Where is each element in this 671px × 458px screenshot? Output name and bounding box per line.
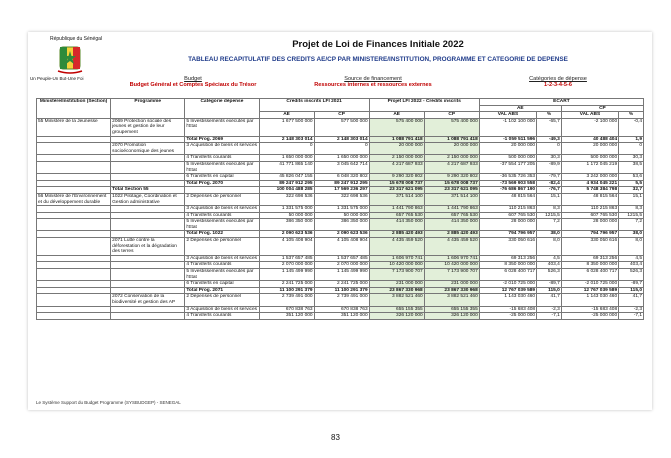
cell-ministere [37, 219, 111, 231]
cell-categorie: 4 Transferts courants [185, 313, 259, 320]
table-subtitle: TABLEAU RECAPITULATIF DES CREDITS AE/CP PAR MINISTERE/INSTITUTION, PROGRAMME ET CATEGORIE DE DEPENSE [188, 56, 568, 63]
cell-2022-cp: 15 678 008 737 [424, 180, 479, 187]
cell-2021-ae: 41 771 865 140 [259, 161, 314, 173]
cell-ecart-cp-pct: -7,1 [619, 313, 644, 320]
budget-label: Budget [184, 76, 202, 82]
cell-2022-cp: 9 290 320 802 [424, 174, 479, 181]
cell-ecart-ae-valabs: -2 010 725 000 [479, 281, 536, 288]
cell-ecart-cp-pct: 38,0 [619, 231, 644, 238]
cell-programme [111, 161, 185, 173]
cell-ecart-cp-valabs: 3 242 000 000 [561, 174, 618, 181]
cell-2021-ae: 2 090 623 536 [259, 231, 314, 238]
table-row [37, 212, 644, 219]
cell-ecart-cp-pct: 403,4 [619, 262, 644, 269]
cell-2022-cp: 231 000 000 [424, 281, 479, 288]
cell-2021-ae: 1 677 500 000 [259, 118, 314, 136]
motto-label: Un Peuple-Un But-Une Foi [30, 76, 84, 81]
cell-ecart-cp-pct: 1215,5 [619, 212, 644, 219]
footer-note: Le Système Support du Budget Programme (SYSBUDGEP) - SENEGAL [36, 400, 181, 405]
cell-2022-ae: 657 765 530 [369, 212, 424, 219]
header-lfi2022: Projet LFI 2022 - Crédits inscrits [369, 99, 479, 112]
header-cp-pct: % [619, 112, 644, 119]
cell-ecart-cp-pct: -0,4 [619, 118, 644, 136]
cell-ministere [37, 281, 111, 288]
source-value: Ressources internes et ressources externes [314, 82, 432, 88]
cell-2021-cp: 1 331 575 000 [314, 206, 369, 213]
cell-2022-ae: 7 173 900 707 [369, 269, 424, 281]
cell-categorie: 4 Transferts courants [185, 262, 259, 269]
cell-ecart-cp-pct: 41,7 [619, 294, 644, 306]
cell-categorie: Total Prog. 2069 [185, 136, 259, 143]
cell-ecart-cp-pct: 8,0 [619, 238, 644, 256]
cell-ecart-cp-valabs: -25 000 000 [561, 313, 618, 320]
cell-ecart-ae-pct: 526,3 [537, 269, 562, 281]
cell-2022-ae: 1 088 791 418 [369, 136, 424, 143]
cell-categorie: 4 Transferts courants [185, 212, 259, 219]
cell-ecart-ae-pct: -7,1 [537, 313, 562, 320]
cell-ministere [37, 313, 111, 320]
cell-2022-ae: 371 514 100 [369, 193, 424, 205]
cell-ecart-cp-valabs: -2 100 000 [561, 118, 618, 136]
cell-ministere: 55 Ministère de la Jeunesse [37, 118, 111, 136]
cell-ecart-cp-pct: 8,3 [619, 206, 644, 213]
cell-ecart-cp-valabs: 48 815 564 [561, 193, 618, 205]
cell-2022-ae: 15 678 008 737 [369, 180, 424, 187]
cell-programme: 2070 Promotion socioéconomique des jeunes [111, 143, 185, 155]
cell-2022-cp: 20 000 000 [424, 143, 479, 155]
cell-2021-ae: 1 145 499 990 [259, 269, 314, 281]
cell-ecart-ae-valabs: 69 313 256 [479, 255, 536, 262]
cell-2021-cp: 11 100 291 379 [314, 287, 369, 294]
cell-2021-ae: 100 004 488 285 [259, 187, 314, 194]
table-row [37, 143, 644, 155]
table-row [37, 161, 644, 173]
cell-ecart-ae-valabs: 607 765 530 [479, 212, 536, 219]
cell-2021-ae: 2 241 725 000 [259, 281, 314, 288]
cell-2021-cp: 2 241 725 000 [314, 281, 369, 288]
cell-2021-cp: 322 698 536 [314, 193, 369, 205]
cell-2021-ae: 351 120 000 [259, 313, 314, 320]
header-2022-cp: CP [424, 112, 479, 119]
cell-2021-cp: 386 350 000 [314, 219, 369, 231]
table-row [37, 281, 644, 288]
cell-categorie: 3 Acquisition de biens et services [186, 206, 258, 212]
cell-categorie: 3 Acquisition de biens et services [186, 255, 258, 261]
cell-ecart-ae-valabs: 330 050 616 [479, 238, 536, 256]
cell-2021-cp: 6 048 320 802 [314, 174, 369, 181]
cell-ecart-ae-pct: -2,3 [537, 306, 562, 313]
cell-ecart-ae-valabs: 12 767 039 589 [479, 287, 536, 294]
cell-categorie: 5 Investissements exécutés par l'Etat [185, 118, 259, 136]
cell-ministere [37, 174, 111, 181]
category-legend [488, 76, 628, 88]
cell-programme [111, 231, 185, 238]
cell-2022-cp: 2 150 000 000 [424, 155, 479, 162]
cell-ecart-cp-pct: 15,1 [619, 193, 644, 205]
cell-ecart-ae-pct: 15,1 [537, 193, 562, 205]
cell-ecart-ae-valabs: 8 350 000 000 [479, 262, 536, 269]
cell-ministere [37, 136, 111, 143]
table-row [37, 187, 644, 194]
cell-ecart-cp-pct: -89,7 [619, 281, 644, 288]
cell-ministere [37, 269, 111, 281]
cell-programme [111, 269, 185, 281]
cell-2021-cp: 2 148 303 014 [314, 136, 369, 143]
cell-2021-cp: 17 569 236 297 [314, 187, 369, 194]
cell-programme [111, 174, 185, 181]
cell-2021-ae: 50 000 000 [259, 212, 314, 219]
cell-2021-ae: 2 739 491 000 [259, 294, 314, 306]
cell-ecart-ae-valabs: -1 059 511 596 [479, 136, 536, 143]
cell-ministere [37, 306, 111, 313]
cell-ecart-ae-valabs: 1 143 030 460 [479, 294, 536, 306]
category-label: Catégories de dépense [529, 76, 587, 82]
cell-2022-ae: 10 420 000 000 [369, 262, 424, 269]
republic-label: République du Sénégal [50, 36, 102, 42]
cell-ecart-ae-pct: -82,4 [537, 180, 562, 187]
cell-ministere [37, 231, 111, 238]
cell-2022-cp: 4 435 459 520 [424, 238, 479, 256]
cell-2022-ae: 1 441 790 863 [369, 206, 424, 213]
coat-of-arms-icon [56, 45, 84, 75]
cell-2021-ae: 1 537 657 485 [259, 255, 314, 262]
cell-programme: Total Section 55 [111, 187, 185, 194]
cell-ecart-ae-pct: -65,7 [537, 118, 562, 136]
cell-2021-ae: 2 148 303 014 [259, 136, 314, 143]
cell-2021-ae: 2 070 000 000 [259, 262, 314, 269]
cell-ecart-ae-pct: 8,3 [537, 206, 562, 213]
cell-ministere [37, 143, 111, 155]
cell-ministere [37, 262, 111, 269]
cell-ministere [37, 287, 111, 294]
header-cp-valabs: VAL ABS [561, 112, 618, 119]
page-title: Projet de Loi de Finances Initiale 2022 [292, 39, 464, 50]
header-categorie: Catégorie dépense [185, 99, 259, 119]
cell-2022-ae: 9 290 320 802 [369, 174, 424, 181]
header-ae-valabs: VAL ABS [479, 112, 536, 119]
table-row [37, 269, 644, 281]
header-2021-cp: CP [314, 112, 369, 119]
cell-ecart-ae-pct: 115,0 [537, 287, 562, 294]
source-label: Source de financement [344, 76, 402, 82]
cell-ministere [37, 155, 111, 162]
cell-2022-cp: 7 173 900 707 [424, 269, 479, 281]
cell-programme [111, 281, 185, 288]
cell-ecart-ae-valabs: 500 000 000 [479, 155, 536, 162]
cell-2022-cp: 1 606 970 741 [424, 255, 479, 262]
cell-programme [111, 212, 185, 219]
category-value: 1-2-3-4-5-6 [544, 82, 572, 88]
cell-2021-ae: 322 698 536 [259, 193, 314, 205]
cell-ecart-cp-pct: 32,7 [619, 187, 644, 194]
cell-categorie [185, 187, 259, 194]
cell-categorie: 6 Transferts en capital [185, 281, 259, 288]
cell-ecart-ae-valabs: 110 215 863 [479, 206, 536, 213]
cell-ecart-ae-pct: -49,3 [537, 136, 562, 143]
cell-ministere: 56 Ministère de l'Environnement et du développement durable [37, 193, 111, 205]
cell-ecart-cp-valabs: 1 172 045 219 [561, 161, 618, 173]
cell-ecart-cp-valabs: 28 000 000 [561, 219, 618, 231]
cell-2022-cp: 2 885 420 493 [424, 231, 479, 238]
cell-2021-ae: 1 331 575 000 [259, 206, 314, 213]
cell-2021-cp: 670 838 763 [314, 306, 369, 313]
budget-value: Budget Général et Comptes Spéciaux du Trésor [129, 82, 257, 88]
cell-ecart-ae-valabs: -37 554 177 205 [479, 161, 536, 173]
cell-ecart-cp-valabs: 330 050 616 [561, 238, 618, 256]
cell-programme [111, 262, 185, 269]
table-row [37, 238, 644, 256]
cell-ecart-ae-pct: 7,2 [537, 219, 562, 231]
cell-ecart-ae-pct: 38,0 [537, 231, 562, 238]
cell-ecart-cp-pct: 4,5 [619, 255, 644, 262]
cell-2021-cp: 1 537 657 485 [314, 255, 369, 262]
table-row [37, 174, 644, 181]
cell-categorie: 4 Transferts courants [185, 155, 259, 162]
header-2022-ae: AE [369, 112, 424, 119]
page-number: 83 [331, 433, 340, 442]
table-row [37, 118, 644, 136]
cell-programme: 2069 Protection sociale des jeunes et gestion de leur groupement [111, 118, 185, 136]
cell-ecart-ae-valabs: -25 000 000 [479, 313, 536, 320]
cell-ecart-cp-pct: 526,3 [619, 269, 644, 281]
cell-2022-cp: 655 155 355 [424, 306, 479, 313]
cell-2021-cp: 3 045 642 714 [314, 161, 369, 173]
cell-categorie: 5 Investissements exécutés par l'Etat [185, 269, 259, 281]
cell-ecart-ae-valabs: 6 028 400 717 [479, 269, 536, 281]
cell-ministere [37, 255, 111, 262]
cell-ecart-cp-valabs: 4 934 045 221 [561, 180, 618, 187]
cell-ministere [37, 294, 111, 306]
table-row [37, 255, 644, 262]
cell-2021-cp: 2 739 491 000 [314, 294, 369, 306]
cell-ecart-cp-valabs: 20 000 000 [561, 143, 618, 155]
cell-ecart-cp-valabs: -15 683 408 [561, 306, 618, 313]
cell-ecart-ae-pct: 30,3 [537, 155, 562, 162]
cell-2021-ae: 45 826 047 155 [259, 174, 314, 181]
cell-ecart-ae-valabs: 794 796 957 [479, 231, 536, 238]
cell-ecart-cp-pct: 5,5 [619, 180, 644, 187]
cell-categorie: Total Prog. 2070 [185, 180, 259, 187]
cell-categorie: 5 Investissements exécutés par l'Etat [185, 219, 259, 231]
cell-ecart-cp-pct: 53,6 [619, 174, 644, 181]
cell-programme [111, 155, 185, 162]
cell-2021-ae: 89 247 912 295 [259, 180, 314, 187]
cell-programme [111, 206, 185, 213]
cell-programme [111, 306, 185, 313]
cell-2022-cp: 326 120 000 [424, 313, 479, 320]
header-ecart: ECART [479, 99, 643, 106]
header-ecart-ae: AE [479, 105, 561, 112]
header-2021-ae: AE [259, 112, 314, 119]
cell-ecart-ae-valabs: -1 102 100 000 [479, 118, 536, 136]
table-row [37, 155, 644, 162]
cell-ecart-ae-pct: 0 [537, 143, 562, 155]
cell-2021-ae: 4 105 408 904 [259, 238, 314, 256]
document-page [28, 32, 652, 410]
cell-ecart-ae-valabs: 20 000 000 [479, 143, 536, 155]
cell-ecart-ae-pct: -79,7 [537, 174, 562, 181]
cell-2021-cp: 2 090 623 536 [314, 231, 369, 238]
cell-2022-cp: 3 882 521 460 [424, 294, 479, 306]
cell-2022-cp: 575 400 000 [424, 118, 479, 136]
cell-2021-cp: 1 145 499 990 [314, 269, 369, 281]
cell-programme [111, 219, 185, 231]
cell-ministere [37, 180, 111, 187]
cell-2021-cp: 50 000 000 [314, 212, 369, 219]
cell-ecart-cp-pct: 30,3 [619, 155, 644, 162]
cell-ecart-ae-valabs: -36 535 726 353 [479, 174, 536, 181]
cell-categorie: 3 Acquisition de biens et services [185, 143, 259, 155]
cell-2021-ae: 1 650 000 000 [259, 155, 314, 162]
table-row [37, 193, 644, 205]
cell-2022-ae: 1 606 970 741 [369, 255, 424, 262]
header-ae-pct: % [537, 112, 562, 119]
cell-ecart-ae-pct: 41,7 [537, 294, 562, 306]
cell-2021-ae: 11 100 291 379 [259, 287, 314, 294]
cell-ecart-ae-pct: -89,7 [537, 281, 562, 288]
cell-2022-cp: 4 217 687 933 [424, 161, 479, 173]
cell-2022-cp: 23 317 621 095 [424, 187, 479, 194]
table-row [37, 306, 644, 313]
cell-ecart-cp-valabs: 12 767 039 589 [561, 287, 618, 294]
cell-2021-cp: 2 070 000 000 [314, 262, 369, 269]
cell-2021-cp: 577 500 000 [314, 118, 369, 136]
cell-ecart-ae-pct: -76,7 [537, 187, 562, 194]
cell-2021-cp: 351 120 000 [314, 313, 369, 320]
cell-ecart-cp-pct: 1,9 [619, 136, 644, 143]
cell-ministere [37, 238, 111, 256]
table-row [37, 294, 644, 306]
cell-categorie: 2 Dépenses de personnel [185, 193, 259, 205]
cell-categorie: 6 Transferts en capital [185, 174, 259, 181]
credits-table [36, 98, 644, 320]
table-body [37, 118, 644, 319]
cell-categorie: Total Prog. 1022 [185, 231, 259, 238]
cell-2022-cp: 1 088 791 418 [424, 136, 479, 143]
cell-programme: 2071 Lutte contre la déforestation et la dégradation des terres [111, 238, 185, 256]
cell-ministere [37, 187, 111, 194]
cell-2022-cp: 657 765 530 [424, 212, 479, 219]
source-legend [288, 76, 458, 88]
cell-programme [111, 180, 185, 187]
header-ministere: Ministère/Institution (Section) [37, 99, 111, 119]
cell-2022-ae: 2 150 000 000 [369, 155, 424, 162]
cell-ecart-ae-valabs: -15 683 408 [479, 306, 536, 313]
cell-ecart-cp-valabs: -2 010 725 000 [561, 281, 618, 288]
cell-ecart-ae-valabs: -76 686 867 190 [479, 187, 536, 194]
cell-2022-ae: 4 435 459 520 [369, 238, 424, 256]
table-row [37, 219, 644, 231]
cell-ecart-cp-valabs: 69 313 256 [561, 255, 618, 262]
cell-2022-cp: 414 350 000 [424, 219, 479, 231]
cell-categorie: 5 Investissements exécutés par l'Etat [185, 161, 259, 173]
table-row [37, 287, 644, 294]
table-row [37, 180, 644, 187]
cell-programme [111, 255, 185, 262]
table-row [37, 136, 644, 143]
cell-programme [111, 287, 185, 294]
cell-ecart-ae-valabs: -73 569 903 558 [479, 180, 536, 187]
cell-2021-cp: 0 [314, 143, 369, 155]
cell-2022-ae: 231 000 000 [369, 281, 424, 288]
cell-ecart-cp-valabs: 8 350 000 000 [561, 262, 618, 269]
cell-ecart-cp-valabs: 500 000 000 [561, 155, 618, 162]
cell-ministere [37, 206, 111, 213]
table-row [37, 313, 644, 320]
cell-programme [111, 136, 185, 143]
table-row [37, 231, 644, 238]
cell-2022-ae: 4 217 687 933 [369, 161, 424, 173]
cell-programme: 1022 Pilotage, Coordination et Gestion administrative [111, 193, 185, 205]
cell-ecart-cp-pct: -2,3 [619, 306, 644, 313]
cell-ecart-ae-pct: -89,9 [537, 161, 562, 173]
header-programme: Programme [111, 99, 185, 119]
cell-ecart-cp-pct: 7,2 [619, 219, 644, 231]
table-row [37, 206, 644, 213]
cell-programme [111, 313, 185, 320]
cell-programme: 2072 Conservation de la biodiversité et gestion des AP [111, 294, 185, 306]
cell-2022-ae: 20 000 000 [369, 143, 424, 155]
cell-2022-ae: 326 120 000 [369, 313, 424, 320]
header-ecart-cp: CP [561, 105, 643, 112]
cell-ecart-ae-pct: 4,5 [537, 255, 562, 262]
cell-2022-cp: 23 867 330 968 [424, 287, 479, 294]
cell-2022-ae: 414 350 000 [369, 219, 424, 231]
cell-ecart-cp-valabs: 110 215 863 [561, 206, 618, 213]
cell-ecart-ae-pct: 1215,5 [537, 212, 562, 219]
cell-2022-ae: 23 867 330 968 [369, 287, 424, 294]
cell-ecart-cp-valabs: 5 748 384 798 [561, 187, 618, 194]
header-lfi2021: Crédits inscrits LFI 2021 [259, 99, 369, 112]
cell-ministere [37, 161, 111, 173]
cell-2021-ae: 386 350 000 [259, 219, 314, 231]
cell-categorie: 3 Acquisition de biens et services [186, 306, 258, 312]
cell-2021-ae: 670 838 763 [259, 306, 314, 313]
cell-2022-cp: 10 420 000 000 [424, 262, 479, 269]
cell-ecart-ae-pct: 8,0 [537, 238, 562, 256]
cell-categorie: 2 Dépenses de personnel [185, 294, 259, 306]
cell-ecart-ae-valabs: 48 815 564 [479, 193, 536, 205]
cell-ecart-ae-valabs: 28 000 000 [479, 219, 536, 231]
budget-legend [118, 76, 268, 88]
cell-ecart-cp-valabs: 1 143 030 460 [561, 294, 618, 306]
cell-2021-cp: 4 105 408 904 [314, 238, 369, 256]
cell-ecart-cp-pct: 115,0 [619, 287, 644, 294]
cell-categorie: 2 Dépenses de personnel [185, 238, 259, 256]
cell-2022-cp: 1 441 790 863 [424, 206, 479, 213]
cell-ecart-ae-pct: 403,4 [537, 262, 562, 269]
cell-ecart-cp-valabs: 6 028 400 717 [561, 269, 618, 281]
cell-2021-cp: 1 650 000 000 [314, 155, 369, 162]
cell-ecart-cp-valabs: 794 796 957 [561, 231, 618, 238]
cell-ministere [37, 212, 111, 219]
cell-2022-ae: 23 317 621 095 [369, 187, 424, 194]
cell-2021-ae: 0 [259, 143, 314, 155]
cell-2022-ae: 575 400 000 [369, 118, 424, 136]
table-row [37, 262, 644, 269]
cell-2022-ae: 655 155 355 [369, 306, 424, 313]
cell-2021-cp: 89 247 912 295 [314, 180, 369, 187]
cell-ecart-cp-valabs: 40 488 404 [561, 136, 618, 143]
cell-ecart-cp-valabs: 607 765 530 [561, 212, 618, 219]
cell-categorie: Total Prog. 2071 [185, 287, 259, 294]
cell-2022-cp: 371 514 100 [424, 193, 479, 205]
cell-ecart-cp-pct: 0 [619, 143, 644, 155]
cell-2022-ae: 2 885 420 493 [369, 231, 424, 238]
cell-2022-ae: 3 882 521 460 [369, 294, 424, 306]
cell-ecart-cp-pct: 38,5 [619, 161, 644, 173]
